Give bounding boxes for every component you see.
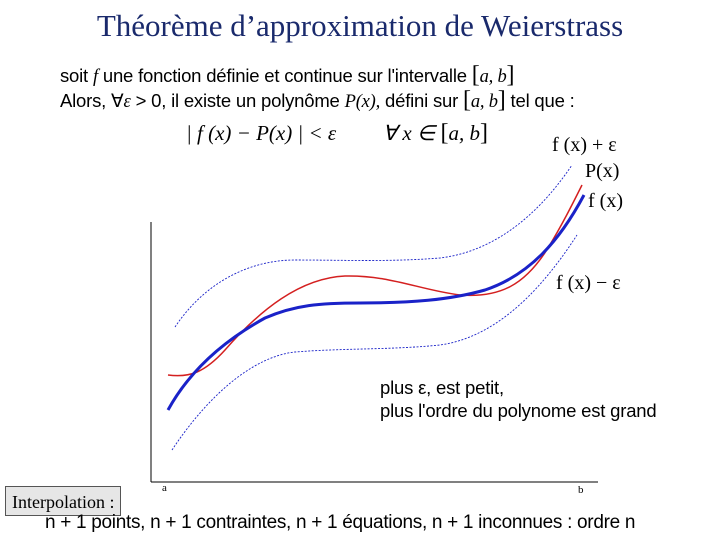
upper-envelope-label: f (x) + ε bbox=[552, 134, 617, 156]
axis-label-b: b bbox=[578, 484, 584, 496]
lower-envelope-label: f (x) − ε bbox=[556, 272, 621, 294]
inequality-rhs: ∀ x ∈ bbox=[382, 121, 436, 145]
inequality-interval: a, b bbox=[448, 121, 480, 145]
bottom-summary: n + 1 points, n + 1 contraintes, n + 1 équations, n + 1 inconnues : ordre n bbox=[45, 512, 636, 533]
inequality-lhs: | f (x) − P(x) | < ε bbox=[186, 121, 337, 145]
statement-condition: > 0, il existe un polynôme bbox=[135, 90, 340, 111]
statement-poly: P(x), bbox=[344, 92, 381, 112]
axis-label-a: a bbox=[162, 482, 167, 494]
statement-epsilon: ε bbox=[123, 92, 131, 112]
function-label: f (x) bbox=[588, 190, 623, 212]
statement-end: tel que : bbox=[510, 90, 575, 111]
page-title: Théorème d’approximation de Weierstrass bbox=[96, 8, 624, 43]
polynomial-curve bbox=[168, 185, 582, 376]
statement-interval-1: a, b bbox=[479, 67, 507, 87]
statement-interval-2: a, b bbox=[470, 92, 498, 112]
statement-soit: soit bbox=[60, 65, 88, 86]
interpolation-label: Interpolation : bbox=[5, 486, 121, 516]
statement-line1-text: une fonction définie et continue sur l'intervalle bbox=[102, 65, 467, 86]
statement-alors: Alors, bbox=[60, 90, 107, 111]
inequality: | f (x) − P(x) | < ε ∀ x ∈ [a, b] bbox=[186, 120, 488, 146]
statement-f-symbol: f bbox=[92, 67, 98, 87]
statement-line-2: Alors, ∀ε > 0, il existe un polynôme P(x), défini sur [a, b] tel que : bbox=[60, 87, 575, 113]
statement-line-1: soit f une fonction définie et continue sur l'intervalle [a, b] bbox=[60, 62, 515, 88]
statement-forall: ∀ bbox=[111, 90, 124, 111]
statement-defined-on: défini sur bbox=[385, 90, 459, 111]
note-line-1: plus ε, est petit, bbox=[380, 377, 504, 398]
note-line-2: plus l'ordre du polynome est grand bbox=[380, 400, 657, 421]
polynomial-label: P(x) bbox=[585, 160, 620, 182]
